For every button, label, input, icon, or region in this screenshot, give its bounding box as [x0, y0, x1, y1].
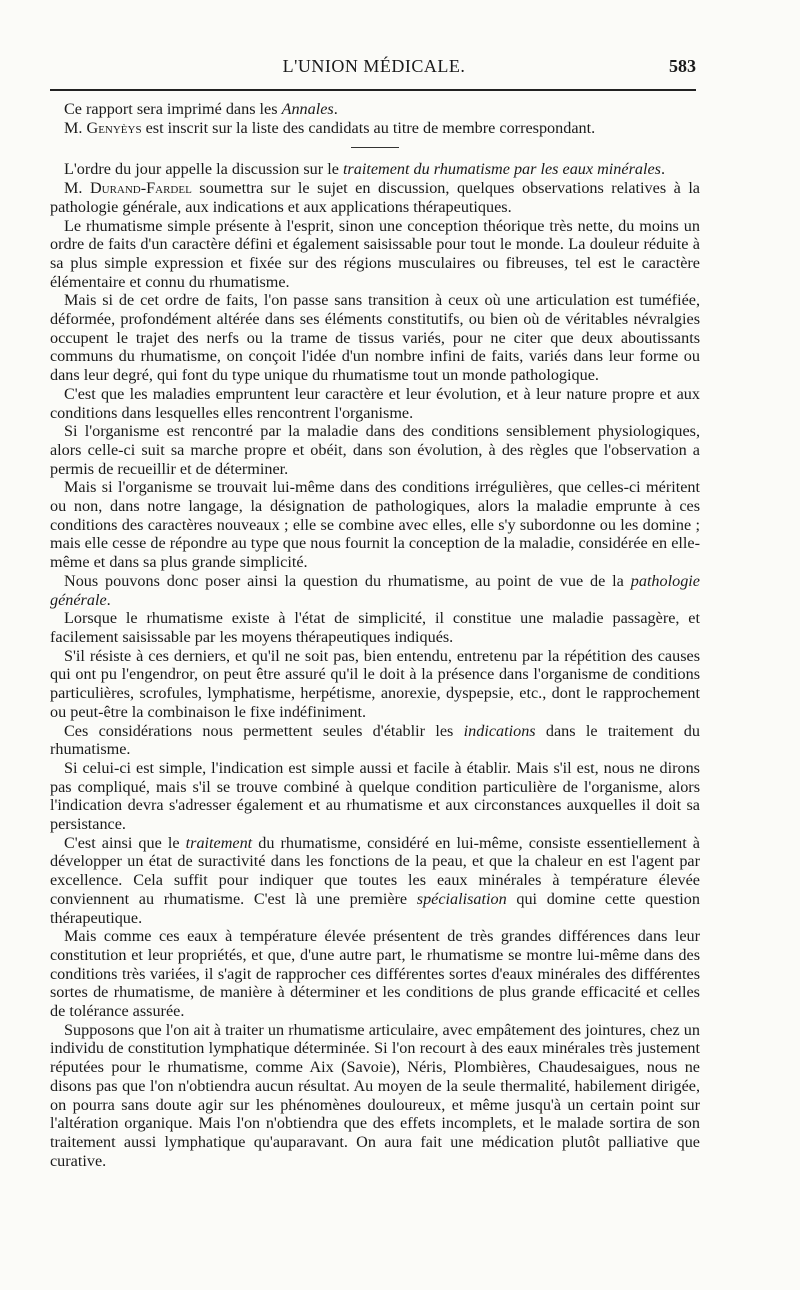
emphasis: spécialisation: [416, 889, 507, 908]
paragraph: Nous pouvons donc poser ainsi la question du rhumatisme, au point de vue de la pathologie générale.: [50, 571, 700, 609]
author-name: Durand-Fardel: [89, 179, 192, 198]
paragraph: L'ordre du jour appelle la discussion sur le traitement du rhumatisme par les eaux minérales.: [64, 160, 666, 179]
paragraph: M. Durand-Fardel soumettra sur le sujet en discussion, quelques observations relatives à la pathologie générale, aux indications et aux applications thérapeutiques.: [50, 179, 700, 216]
paragraph: Ce rapport sera imprimé dans les Annales.: [64, 100, 338, 118]
paragraph: Ces considérations nous permettent seules d'établir les indications dans le traitement du rhumatisme.: [50, 721, 700, 759]
paragraph: Le rhumatisme simple présente à l'esprit, sinon une conception théorique très nette, du moins un ordre de faits d'un caractère défini et également saisissable pour tout le monde. La douleur réduite à sa plus simple expression et fixée sur des régions musculaires ou fibreuses, tel est le caractère élémentaire et connu du rhumatisme.: [50, 216, 700, 291]
paragraph: Supposons que l'on ait à traiter un rhumatisme articulaire, avec empâtement des jointures, chez un individu de constitution lymphatique déterminée. Si l'on recourt à des eaux minérales très justement réputées pour le rhumatisme, comme Aix (Savoie), Néris, Plombières, Chaudesaigues, nous ne disons pas que l'on n'obtiendra aucun résultat. Au moyen de la seule thermalité, habilement dirigée, on pourra sans doute agir sur les phénomènes douloureux, et même jusqu'à un certain point sur l'altération organique. Mais l'on n'obtiendra que des effets incomplets, et le malade sortira de son traitement aussi lymphatique qu'auparavant. On aura fait une médication plutôt palliative que curative.: [50, 1020, 700, 1170]
paragraph: C'est que les maladies empruntent leur caractère et leur évolution, et à leur nature propre et aux conditions dans lesquelles elles rencontrent l'organisme.: [50, 384, 700, 422]
author-name: Genyèys: [86, 118, 142, 137]
paragraph: C'est ainsi que le traitement du rhumatisme, considéré en lui-même, consiste essentiellement à développer un état de suractivité dans les fonctions de la peau, et que la chaleur en est l'agent par excellence. Cela suffit pour indiquer que toutes les eaux minérales à température élevée conviennent au rhumatisme. C'est là une première spécialisation qui domine cette question thérapeutique.: [50, 833, 700, 927]
section-separator: [351, 147, 399, 148]
paragraph: Mais si de cet ordre de faits, l'on passe sans transition à ceux où une articulation est tuméfiée, déformée, profondément altérée dans ses éléments constitutifs, ou bien où de véritables névralgies occupent le trajet des nerfs ou la trame de tissus variés, pour ne citer que deux aboutissants communs du rhumatisme, on conçoit l'idée d'un nombre infini de faits, variés dans leur forme ou dans leur degré, qui font du type unique du rhumatisme tout un monde pathologique.: [50, 291, 700, 385]
paragraph: M. Genyèys est inscrit sur la liste des candidats au titre de membre correspondant.: [64, 118, 596, 137]
emphasis: indications: [463, 721, 536, 740]
emphasis: traitement: [185, 833, 253, 852]
body-text: [50, 100, 700, 1170]
page-header: [50, 54, 698, 84]
running-title: L'UNION MÉDICALE.: [282, 56, 466, 76]
page-number: 583: [669, 56, 696, 76]
emphasis: pathologie générale: [50, 571, 700, 609]
header-rule: [50, 89, 696, 91]
paragraph: Si l'organisme est rencontré par la maladie dans des conditions sensiblement physiologiques, alors celle-ci suit sa marche propre et obéit, dans son évolution, à des règles que l'observation a permis de recueillir et de déterminer.: [50, 422, 700, 478]
paragraph: Mais comme ces eaux à température élevée présentent de très grandes différences dans leur constitution et leur propriétés, et que, d'une autre part, le rhumatisme se montre lui-même dans des conditions très variées, il s'agit de rapprocher ces différentes sortes d'eaux minérales des différentes sortes de rhumatisme, de manière à déterminer et les conditions de plus grande efficacité et celles de tolérance assurée.: [50, 927, 700, 1021]
paragraph: Si celui-ci est simple, l'indication est simple aussi et facile à établir. Mais s'il est, nous ne dirons pas compliqué, mais s'il se trouve combiné à quelque condition particulière de l'organisme, alors l'indication devra s'adresser également et au rhumatisme et aux circonstances auxquelles il doit sa persistance.: [50, 758, 700, 834]
paragraph: S'il résiste à ces derniers, et qu'il ne soit pas, bien entendu, entretenu par la répétition des causes qui ont pu l'engendror, on peut être assuré qu'il le doit à la présence dans l'organisme de conditions particulières, scrofules, lymphatisme, herpétisme, anorexie, dyspepsie, etc., dont le rapprochement ou peut-être la combinaison le fixe indéfiniment.: [50, 646, 700, 721]
paragraph: Mais si l'organisme se trouvait lui-même dans des conditions irrégulières, que celles-ci méritent ou non, dans notre langage, la désignation de pathologiques, alors la maladie emprunte à ces conditions des caractères nouveaux ; elle se combine avec elles, elle s'y subordonne ou les domine ; mais elle cesse de répondre au type que nous fournit la conception de la maladie, considérée en elle-même et dans sa plus grande simplicité.: [50, 478, 700, 572]
emphasis: Annales: [281, 100, 334, 118]
emphasis: traitement du rhumatisme par les eaux minérales: [342, 160, 661, 179]
paragraph: Lorsque le rhumatisme existe à l'état de simplicité, il constitue une maladie passagère, et facilement saisissable par les moyens thérapeutiques indiqués.: [50, 609, 700, 646]
